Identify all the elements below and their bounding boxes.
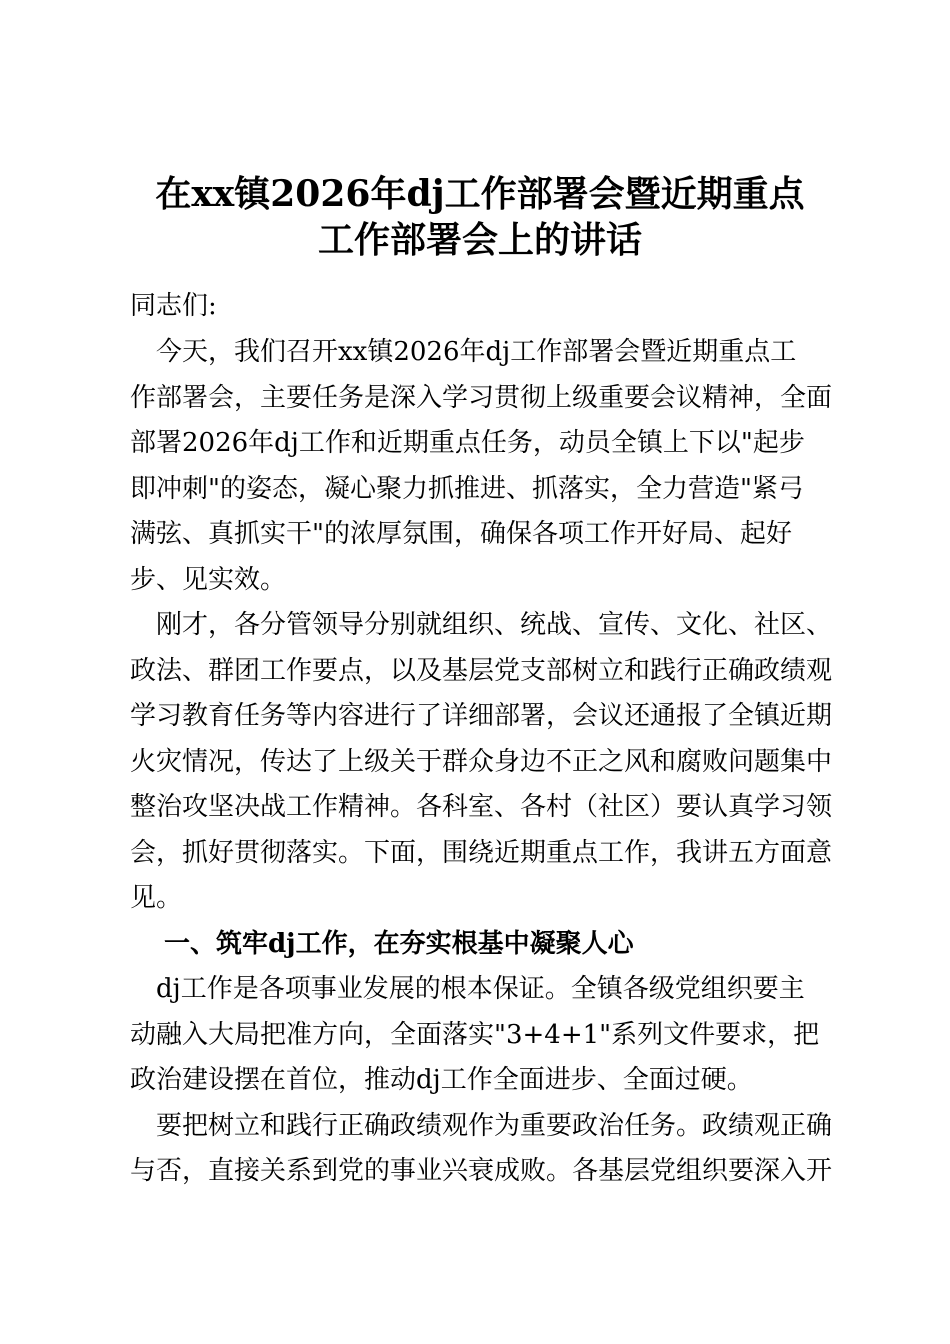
paragraph-line: 部署2026年dj工作和近期重点任务，动员全镇上下以"起步 <box>130 428 805 458</box>
paragraph-line: 即冲刺"的姿态，凝心聚力抓推进、抓落实，全力营造"紧弓 <box>130 473 804 504</box>
paragraph-line: 会，抓好贯彻落实。下面，围绕近期重点工作，我讲五方面意 <box>130 837 833 868</box>
paragraph-line: 见。 <box>130 883 183 913</box>
paragraph-section1-second <box>130 1104 833 1195</box>
paragraph-line: 学习教育任务等内容进行了详细部署，会议还通报了全镇近期 <box>130 701 833 731</box>
paragraph-line: 要把树立和践行正确政绩观作为重要政治任务。政绩观正确 <box>130 1110 833 1141</box>
paragraph-opening <box>130 330 833 603</box>
paragraph-line: 满弦、真抓实干"的浓厚氛围，确保各项工作开好局、起好 <box>130 519 792 549</box>
paragraph-line: 与否，直接关系到党的事业兴衰成败。各基层党组织要深入开 <box>130 1156 833 1186</box>
paragraph-line: 政法、群团工作要点，以及基层党支部树立和践行正确政绩观 <box>130 655 833 686</box>
document-title-line-1: 在xx镇2026年dj工作部署会暨近期重点 <box>155 173 805 215</box>
paragraph-section1-intro <box>130 967 830 1104</box>
paragraph-line: 火灾情况，传达了上级关于群众身边不正之风和腐败问题集中 <box>130 746 833 777</box>
greeting: 同志们: <box>130 291 217 321</box>
paragraph-line: 今天，我们召开xx镇2026年dj工作部署会暨近期重点工 <box>130 337 797 367</box>
paragraph-line: 动融入大局把准方向，全面落实"3+4+1"系列文件要求，把 <box>130 1019 820 1050</box>
paragraph-line: 作部署会，主要任务是深入学习贯彻上级重要会议精神，全面 <box>130 382 833 413</box>
paragraph-summary <box>130 603 833 922</box>
paragraph-line: 政治建设摆在首位，推动dj工作全面进步、全面过硬。 <box>130 1065 753 1095</box>
paragraph-line: 步、见实效。 <box>130 564 287 595</box>
section-heading-1: 一、筑牢dj工作，在夯实根基中凝聚人心 <box>164 928 634 959</box>
document-title-line-2: 工作部署会上的讲话 <box>317 219 642 261</box>
document-body <box>130 330 833 1195</box>
paragraph-line: 整治攻坚决战工作精神。各科室、各村（社区）要认真学习领 <box>130 792 833 822</box>
paragraph-line: 刚才，各分管领导分别就组织、统战、宣传、文化、社区、 <box>130 610 833 640</box>
paragraph-line: dj工作是各项事业发展的根本保证。全镇各级党组织要主 <box>130 974 805 1004</box>
